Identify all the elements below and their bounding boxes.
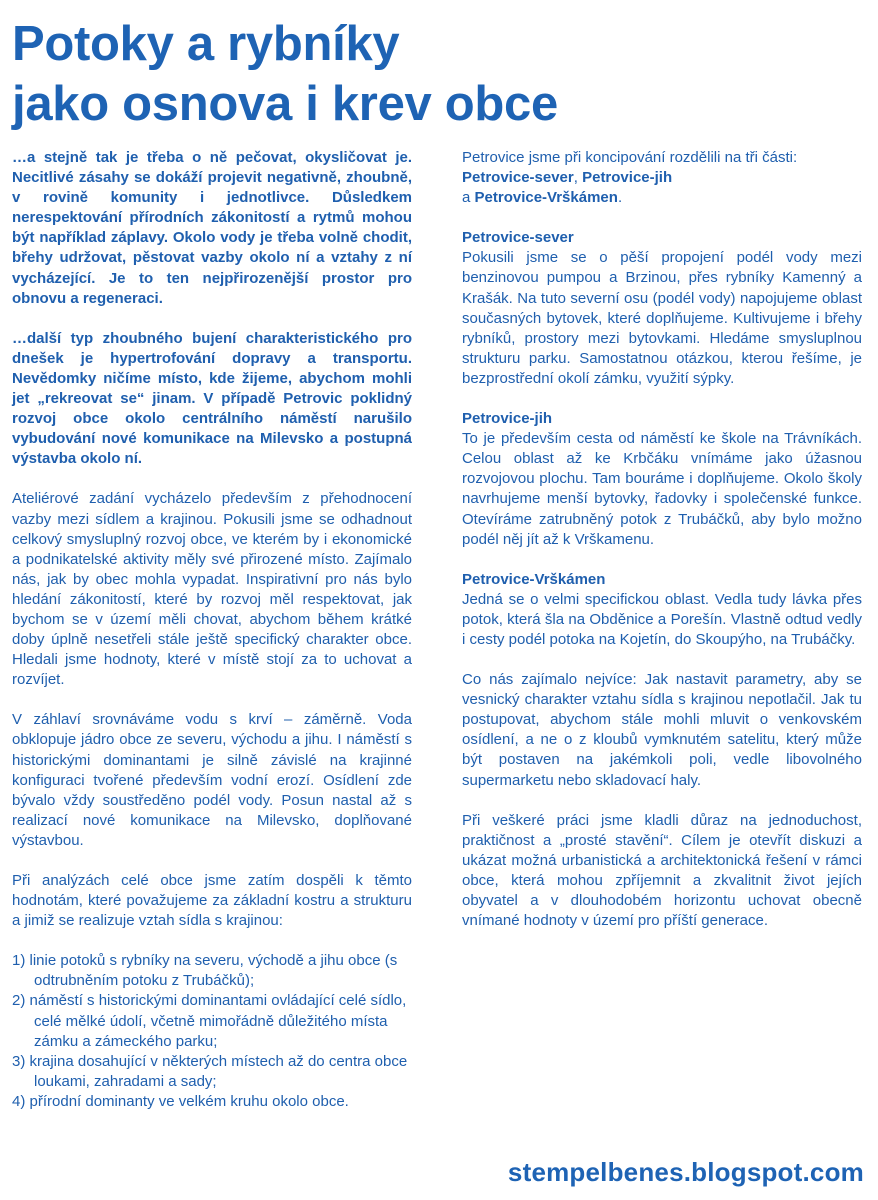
title-line-2: jako osnova i krev obce [12,77,558,131]
intro-text: Petrovice jsme při koncipování rozdělili na tři části: [462,149,798,166]
part-sever: Petrovice-sever [462,169,574,187]
body-paragraph-interest: Co nás zajímalo nejvíce: Jak nastavit parametry, aby se vesnický charakter vztahu sídla s krajinou nepotlačil. Jak tu postupovat, abychom stále mohli mluvit o venkovském osídlení, a ne o z kloubů vymknutém satelitu, který může být postaven na jakémkoli poli, vedle libovolného supermarketu nebo skladovací haly. [462,671,862,789]
body-paragraph-conclusion: Při veškeré práci jsme kladli důraz na jednoduchost, praktičnost a „prosté stavění“. Cílem je otevřít diskuzi a ukázat možná urbanistická a architektonická řešení v rámci obce, která mohou zpříjemnit a zkvalitnit život jejích obyvatel a v dlouhodobém horizontu uchovat obecně vnímané hodnoty v území pro příští generace. [462,811,862,930]
list-item: 4) přírodní dominanty ve velkém kruhu okolo obce. [12,1092,349,1110]
body-paragraph-1: Ateliérové zadání vycházelo především z přehodnocení vazby mezi sídlem a krajinou. Pokusili jsme se odhadnout celkový smysluplný rozvoj obce, ve kterém by i ekonomické a podnikatelské aktivity měly své přirozené místo. Zajímalo nás, jak by obec mohla vypadat. Inspirativní pro nás bylo hledání zákonitostí, které by rozvoj měl respektovat, jak bychom se v území měli chovat, abychom během krátké doby úplně nesetřeli stále ještě specifický charakter obce. Hledali jsme hodnoty, které v místě stojí za to uchovat a rozvíjet. [12,490,412,689]
blog-url: stempelbenes.blogspot.com [507,1157,864,1187]
section-heading-sever: Petrovice-sever [462,229,574,247]
lead-paragraph-1: …a stejně tak je třeba o ně pečovat, okysličovat je. Necitlivé zásahy se dokáží projevit negativně, zhoubně, v rovině komunity i jednotlivce. Důsledkem nerespektování přírodních zákonitostí a rytmů mohou být například záplavy. Okolo vody je třeba volně chodit, břehy udržovat, pěstovat vazby okolo ní a vztahy z ní vycházející. Je to ten nejpřirozenější prostor pro obnovu a regeneraci. [12,149,412,307]
right-column [462,148,862,931]
section-heading-vrskamen: Petrovice-Vrškámen [462,570,606,588]
left-column [12,148,412,1112]
body-paragraph-2: V záhlaví srovnáváme vodu s krví – záměrně. Voda obklopuje jádro obce ze severu, východu a jihu. I náměstí s historickými dominantami je silně závislé na krajinné konfiguraci tvořené především vodní erozí. Osídlení zde bývalo vždy soustředěno podél vody. Posun nastal až s realizací nové komunikace na Milevsko, doplňované výstavbou. [12,711,412,849]
part-jih: Petrovice-jih [582,169,673,187]
title-line-1: Potoky a rybníky [12,17,400,71]
list-item: 2) náměstí s historickými dominantami ovládající celé sídlo, celé mělké údolí, včetně mimořádně důležitého místa zámku a zámeckého parku; [12,992,407,1050]
list-item: 1) linie potoků s rybníky na severu, východě a jihu obce (s odtrubněním potoku z Trubáčků); [12,952,398,990]
values-list [12,951,412,1112]
list-item: 3) krajina dosahující v některých místech až do centra obce loukami, zahradami a sady; [12,1052,408,1090]
article-title [12,14,872,134]
separator: a [462,189,475,207]
separator: , [573,169,583,187]
lead-paragraph-2: …další typ zhoubného bujení charakteristického pro dnešek je hypertrofování dopravy a transportu. Nevědomky ničíme místo, kde žijeme, abychom mohli jet „rekreovat se“ jinam. V případě Petrovic poklidný rozvoj obce okolo centrálního náměstí narušilo vybudování nové komunikace na Milevsko a postupná výstavba okolo ní. [12,329,412,468]
body-paragraph-3: Při analýzách celé obce jsme zatím dospěli k těmto hodnotám, které považujeme za základní kostru a strukturu a jimiž se realizuje vztah sídla s krajinou: [12,872,412,930]
section-text-sever: Pokusili jsme se o pěší propojení podél vody mezi benzinovou pumpou a Brzinou, přes rybníky Kamenný a Krašák. Na tuto severní osu (podél vody) napojujeme oblast současných bytovek, které doplňujeme. Kultivujeme i břehy rybníků, prostory mezi bytovkami. Hledáme smysluplnou strukturu parku. Samostatnou otázkou, kterou řešíme, je bezprostřední okolí zámku, využití sýpky. [462,249,862,387]
intro-end: . [617,189,623,207]
part-vrskamen: Petrovice-Vrškámen [474,189,618,207]
intro-paragraph [462,148,862,208]
section-text-vrskamen: Jedná se o velmi specifickou oblast. Vedla tudy lávka přes potok, která šla na Obděnice a Porešín. Vlastně odtud vedly i cesty podél potoka na Kojetín, do Skoupýho, na Trubáčky. [462,590,862,648]
section-heading-jih: Petrovice-jih [462,410,553,428]
section-text-jih: To je především cesta od náměstí ke škole na Trávníkách. Celou oblast až ke Krbčáku vnímáme jako úžasnou rozvojovou plochu. Tam bouráme i doplňujeme. Okolo školy navrhujeme menší bytovky, řadovky i společenské funkce. Otevíráme zatrubněný potok z Trubáčků, aby bylo možno podél něj jít až k Vrškamenu. [462,430,862,548]
